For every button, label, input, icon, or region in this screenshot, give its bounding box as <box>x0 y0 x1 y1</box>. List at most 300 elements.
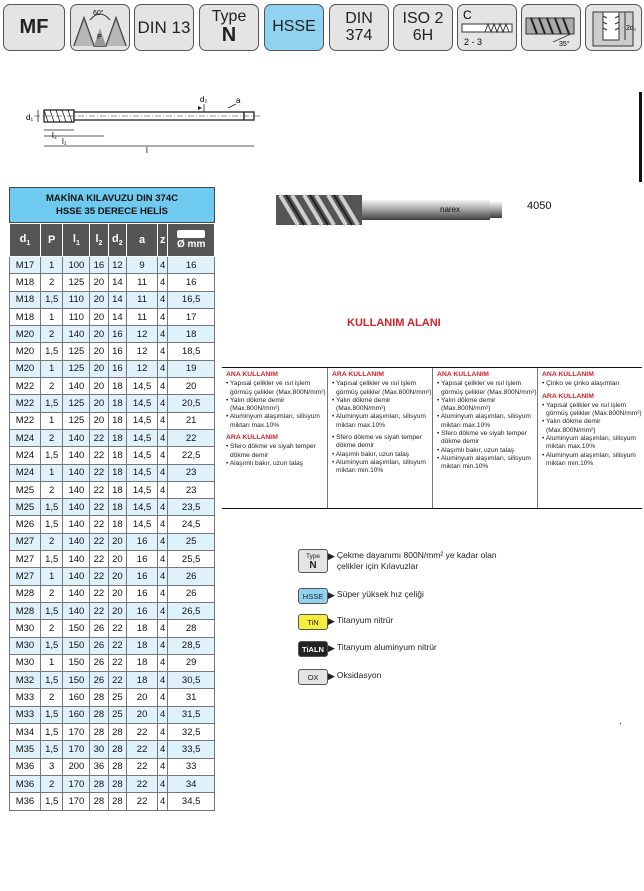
usage-column <box>432 368 537 508</box>
legend-item <box>298 669 497 685</box>
usage-heading: ANA KULLANIM <box>542 371 594 378</box>
table-cell: 1,5 <box>40 793 63 810</box>
table-cell: M22 <box>10 378 41 395</box>
table-cell: 1,5 <box>40 741 63 758</box>
table-cell: 33,5 <box>168 741 215 758</box>
table-cell: 16 <box>127 551 158 568</box>
table-cell: M33 <box>10 706 41 723</box>
table-cell: 2 <box>40 274 63 291</box>
arrow-icon: ▶ <box>328 643 335 653</box>
table-cell: M36 <box>10 775 41 792</box>
usage-item: • Aluminyum alaşımları, silisyum miktarı min.10% <box>437 454 531 471</box>
table-cell: 20 <box>90 291 108 308</box>
usage-item: • Sfero dökme ve siyah temper dökme demir <box>437 430 527 446</box>
usage-column <box>222 368 327 508</box>
table-cell: 4 <box>158 412 168 429</box>
table-cell: 20 <box>168 378 215 395</box>
usage-item: • Alaşımlı bakır, uzun talaş <box>332 450 410 458</box>
table-row <box>10 706 215 723</box>
table-cell: 4 <box>158 551 168 568</box>
table-cell: 125 <box>63 360 90 377</box>
table-cell: 18 <box>108 412 126 429</box>
table-cell: 4 <box>158 395 168 412</box>
table-cell: 140 <box>63 516 90 533</box>
table-cell: 22,5 <box>168 447 215 464</box>
table-cell: 16 <box>127 602 158 619</box>
table-cell: M34 <box>10 724 41 741</box>
table-cell: 140 <box>63 602 90 619</box>
table-cell: 4 <box>158 724 168 741</box>
table-cell: 1,5 <box>40 395 63 412</box>
table-cell: 4 <box>158 672 168 689</box>
table-cell: 16 <box>108 360 126 377</box>
table-cell: 150 <box>63 654 90 671</box>
table-cell: 200 <box>63 758 90 775</box>
table-cell: 22 <box>90 533 108 550</box>
table-cell: 110 <box>63 308 90 325</box>
legend-badge: TiALN <box>298 641 328 657</box>
table-cell: 20 <box>90 378 108 395</box>
table-cell: 26 <box>90 637 108 654</box>
a-label: a <box>236 96 241 105</box>
table-row <box>10 447 215 464</box>
arrow-icon: ▶ <box>328 590 335 600</box>
table-cell: M27 <box>10 568 41 585</box>
table-cell: M32 <box>10 672 41 689</box>
tap-product-image <box>270 192 520 226</box>
table-cell: 170 <box>63 793 90 810</box>
table-cell: 18 <box>108 499 126 516</box>
table-cell: 140 <box>63 429 90 446</box>
table-cell: 23,5 <box>168 499 215 516</box>
table-cell: M24 <box>10 464 41 481</box>
table-cell: 22 <box>108 654 126 671</box>
table-cell: 14,5 <box>127 481 158 498</box>
legend-item <box>298 549 497 573</box>
table-cell: M20 <box>10 326 41 343</box>
usage-heading: ANA KULLANIM <box>226 371 278 378</box>
spiral-flute-icon <box>523 6 579 50</box>
table-header-row <box>10 224 215 257</box>
table-cell: 1,5 <box>40 672 63 689</box>
table-row <box>10 533 215 550</box>
arrow-icon: ▶ <box>328 616 335 626</box>
table-header-cell: $d_1$ <box>10 224 41 257</box>
table-cell: 31 <box>168 689 215 706</box>
table-cell: 16 <box>168 274 215 291</box>
table-cell: 150 <box>63 620 90 637</box>
table-cell: 14,5 <box>127 429 158 446</box>
table-body <box>10 257 215 811</box>
table-row <box>10 326 215 343</box>
usage-heading: ANA KULLANIM <box>437 371 489 378</box>
product-code: 4050 <box>527 200 552 212</box>
table-cell: 1 <box>40 464 63 481</box>
table-header-cell: $l_1$ <box>63 224 90 257</box>
table-cell: 22 <box>90 464 108 481</box>
table-cell: 25,5 <box>168 551 215 568</box>
table-title-line1: MAKİNA KILAVUZU DIN 374C <box>46 193 178 204</box>
table-cell: 16 <box>127 568 158 585</box>
table-row <box>10 257 215 274</box>
table-header-cell: $d_2$ <box>108 224 126 257</box>
table-header-cell: P <box>40 224 63 257</box>
usage-item: • Yapısal çelikler ve ısıl işlem görmüş çelikler (Max.800N/mm²) <box>437 380 537 396</box>
table-header-cell: Ø mm <box>168 224 215 257</box>
table-cell: 11 <box>127 308 158 325</box>
table-cell: 1,5 <box>40 343 63 360</box>
table-row <box>10 378 215 395</box>
table-cell: 4 <box>158 274 168 291</box>
table-cell: 11 <box>127 291 158 308</box>
table-cell: 16 <box>127 533 158 550</box>
table-cell: 22 <box>168 429 215 446</box>
table-cell: 14 <box>108 291 126 308</box>
table-cell: 4 <box>158 585 168 602</box>
table-cell: 14,5 <box>127 447 158 464</box>
table-cell: 22 <box>108 620 126 637</box>
table-cell: 2 <box>40 620 63 637</box>
table-cell: 12 <box>108 257 126 274</box>
table-cell: 4 <box>158 654 168 671</box>
table-cell: 2 <box>40 429 63 446</box>
table-cell: 140 <box>63 447 90 464</box>
table-cell: M35 <box>10 741 41 758</box>
table-row <box>10 689 215 706</box>
table-row <box>10 395 215 412</box>
table-cell: 28 <box>108 724 126 741</box>
table-cell: M24 <box>10 447 41 464</box>
table-cell: 34,5 <box>168 793 215 810</box>
table-cell: 2 <box>40 689 63 706</box>
table-cell: 18 <box>168 326 215 343</box>
table-cell: 1 <box>40 308 63 325</box>
table-cell: 1,5 <box>40 706 63 723</box>
table-row <box>10 585 215 602</box>
usage-item: • Yalın dökme demir (Max.800N/mm²) <box>226 396 285 413</box>
table-cell: M27 <box>10 551 41 568</box>
table-row <box>10 516 215 533</box>
table-cell: 33 <box>168 758 215 775</box>
table-cell: 14 <box>108 308 126 325</box>
table-cell: 150 <box>63 637 90 654</box>
mf-label: MF <box>19 16 49 38</box>
table-cell: 34 <box>168 775 215 792</box>
iso-badge <box>393 4 453 51</box>
hsse-badge <box>264 4 324 51</box>
arrow-icon: ▶ <box>328 671 335 681</box>
table-cell: 28 <box>90 775 108 792</box>
table-cell: 4 <box>158 464 168 481</box>
table-cell: 1 <box>40 360 63 377</box>
table-cell: 140 <box>63 551 90 568</box>
table-cell: 9 <box>127 257 158 274</box>
table-row <box>10 291 215 308</box>
table-cell: 23 <box>168 464 215 481</box>
page-mark: . <box>619 716 622 727</box>
table-cell: 22 <box>127 758 158 775</box>
table-cell: 1,5 <box>40 637 63 654</box>
table-cell: M20 <box>10 343 41 360</box>
usage-item: • Aluminyum alaşımları, silisyum miktarı max.10% <box>542 435 636 451</box>
table-cell: 29 <box>168 654 215 671</box>
usage-item: • Yapısal çelikler ve ısıl işlem görmüş çelikler (Max.800N/mm²) <box>226 380 326 396</box>
table-cell: 24,5 <box>168 516 215 533</box>
table-cell: 18 <box>108 395 126 412</box>
table-row <box>10 741 215 758</box>
table-cell: 20 <box>127 706 158 723</box>
table-cell: 1,5 <box>40 499 63 516</box>
table-cell: M18 <box>10 274 41 291</box>
table-cell: 20 <box>127 689 158 706</box>
table-cell: 2 <box>40 775 63 792</box>
usage-heading: ARA KULLANIM <box>332 371 384 378</box>
table-cell: M24 <box>10 429 41 446</box>
table-cell: 25 <box>108 689 126 706</box>
table-cell: M36 <box>10 758 41 775</box>
table-cell: 28 <box>90 724 108 741</box>
arrow-icon: ▶ <box>328 551 335 561</box>
usage-column <box>327 368 432 508</box>
table-cell: M33 <box>10 689 41 706</box>
type-badge <box>199 4 259 51</box>
table-cell: 140 <box>63 464 90 481</box>
table-cell: 11 <box>127 274 158 291</box>
table-cell: 18 <box>108 516 126 533</box>
table-cell: 1,5 <box>40 291 63 308</box>
table-cell: 20 <box>108 585 126 602</box>
iso-line1: ISO 2 <box>402 9 444 27</box>
table-cell: 18 <box>108 447 126 464</box>
table-cell: 2 <box>40 326 63 343</box>
table-cell: 20 <box>90 343 108 360</box>
table-cell: 1 <box>40 257 63 274</box>
table-cell: M25 <box>10 499 41 516</box>
table-cell: 36 <box>90 758 108 775</box>
usage-item: • Aluminyum alaşımları, silisyum miktarı min.10% <box>332 458 426 475</box>
table-cell: 22 <box>127 793 158 810</box>
table-cell: 22 <box>90 585 108 602</box>
din374-badge <box>329 4 389 51</box>
thread-angle-badge <box>70 4 130 51</box>
table-cell: 1 <box>40 412 63 429</box>
table-cell: 4 <box>158 343 168 360</box>
tap-dimension-drawing <box>14 92 264 154</box>
legend-text: Titanyum nitrür <box>336 615 394 625</box>
table-row <box>10 654 215 671</box>
table-cell: 20 <box>108 568 126 585</box>
table-cell: 125 <box>63 395 90 412</box>
table-cell: 28 <box>90 689 108 706</box>
table-row <box>10 758 215 775</box>
table-cell: 18 <box>127 654 158 671</box>
d1-label: d₁ <box>26 113 34 122</box>
table-cell: 160 <box>63 706 90 723</box>
table-cell: M30 <box>10 637 41 654</box>
class-range: 2 - 3 <box>464 36 483 47</box>
table-cell: 140 <box>63 568 90 585</box>
table-cell: 14,5 <box>127 516 158 533</box>
table-row <box>10 724 215 741</box>
table-cell: 26,5 <box>168 602 215 619</box>
table-cell: 30,5 <box>168 672 215 689</box>
table-cell: 4 <box>158 568 168 585</box>
table-cell: 16 <box>108 343 126 360</box>
table-row <box>10 637 215 654</box>
table-cell: 4 <box>158 620 168 637</box>
table-cell: 20 <box>108 533 126 550</box>
table-cell: M26 <box>10 516 41 533</box>
table-cell: 4 <box>158 291 168 308</box>
table-cell: 20 <box>108 551 126 568</box>
hsse-label: HSSE <box>272 18 316 36</box>
table-cell: 22 <box>90 429 108 446</box>
table-cell: 140 <box>63 533 90 550</box>
table-cell: 4 <box>158 689 168 706</box>
table-cell: 18 <box>108 464 126 481</box>
table-header-cell: z <box>158 224 168 257</box>
table-cell: 140 <box>63 326 90 343</box>
usage-item: • Çinko ve çinko alaşımları <box>542 380 620 388</box>
table-cell: 14,5 <box>127 395 158 412</box>
table-cell: 4 <box>158 326 168 343</box>
table-cell: 17 <box>168 308 215 325</box>
d2-label: d₂ <box>200 95 208 104</box>
table-cell: 4 <box>158 378 168 395</box>
usage-item: • Yapısal çelikler ve ısıl işlem görmüş çelikler (Max.800N/mm²) <box>332 380 432 396</box>
table-cell: 20 <box>108 602 126 619</box>
table-cell: 22 <box>90 481 108 498</box>
table-cell: M28 <box>10 602 41 619</box>
usage-heading: ARA KULLANIM <box>226 434 278 442</box>
table-row <box>10 464 215 481</box>
table-cell: 1 <box>40 654 63 671</box>
table-cell: 20 <box>90 308 108 325</box>
table-cell: M28 <box>10 585 41 602</box>
usage-item: • Yalın dökme demir (Max.800N/mm²) <box>437 396 496 413</box>
table-cell: 22 <box>108 672 126 689</box>
table-cell: 4 <box>158 775 168 792</box>
thread-profile-icon <box>72 6 128 50</box>
table-cell: 25 <box>168 533 215 550</box>
legend-text: Süper yüksek hız çeliği <box>336 589 424 599</box>
table-cell: 160 <box>63 689 90 706</box>
table-cell: 20 <box>90 360 108 377</box>
table-header-cell: $l_2$ <box>90 224 108 257</box>
spec-table <box>9 223 215 811</box>
table-cell: 22 <box>90 516 108 533</box>
table-cell: 22 <box>90 602 108 619</box>
table-cell: 22 <box>90 447 108 464</box>
class-letter: C <box>463 7 472 22</box>
table-cell: 18,5 <box>168 343 215 360</box>
table-cell: 110 <box>63 291 90 308</box>
table-cell: M25 <box>10 481 41 498</box>
table-cell: 16 <box>127 585 158 602</box>
table-cell: 28 <box>108 775 126 792</box>
table-cell: 20 <box>90 395 108 412</box>
table-cell: 2 <box>40 533 63 550</box>
legend-text: Çekme dayanımı 800N/mm² ye kadar olan çelikler için Kılavuzlar <box>336 550 497 571</box>
table-cell: 125 <box>63 274 90 291</box>
chamfer-icon <box>459 6 515 50</box>
table-row <box>10 412 215 429</box>
legend-text: Titanyum aluminyum nitrür <box>336 642 437 652</box>
usage-item: • Sfero dökme ve siyah temper dökme demir <box>332 434 422 450</box>
table-row <box>10 672 215 689</box>
legend-item <box>298 588 497 604</box>
angle-label: 60° <box>93 9 104 17</box>
table-cell: 170 <box>63 724 90 741</box>
table-cell: 4 <box>158 533 168 550</box>
usage-item: • Alaşımlı bakır, uzun talaş <box>437 446 515 454</box>
table-cell: 23 <box>168 481 215 498</box>
table-row <box>10 775 215 792</box>
table-cell: M20 <box>10 360 41 377</box>
table-cell: 28 <box>90 793 108 810</box>
table-cell: 2 <box>40 585 63 602</box>
usage-item: • Yalın dökme demir (Max.800N/mm²) <box>332 396 391 413</box>
table-cell: 125 <box>63 343 90 360</box>
table-cell: 18 <box>108 429 126 446</box>
table-cell: 14,5 <box>127 499 158 516</box>
table-cell: 26 <box>168 585 215 602</box>
table-cell: 30 <box>90 741 108 758</box>
table-header-cell: a <box>127 224 158 257</box>
table-cell: M22 <box>10 395 41 412</box>
table-cell: 170 <box>63 741 90 758</box>
table-row <box>10 274 215 291</box>
iso-line2: 6H <box>412 26 434 44</box>
table-row <box>10 429 215 446</box>
table-cell: 4 <box>158 706 168 723</box>
table-cell: 125 <box>63 412 90 429</box>
table-cell: 18 <box>108 481 126 498</box>
type-label: Type <box>211 7 247 25</box>
table-cell: 3 <box>40 758 63 775</box>
table-cell: 170 <box>63 775 90 792</box>
table-cell: 150 <box>63 672 90 689</box>
table-cell: 28,5 <box>168 637 215 654</box>
table-cell: 14,5 <box>127 412 158 429</box>
l2-label: l₂ <box>52 131 57 140</box>
table-cell: 22 <box>127 724 158 741</box>
usage-item: • Aluminyum alaşımları, silisyum miktarı max.10% <box>437 413 531 429</box>
table-cell: 1,5 <box>40 447 63 464</box>
usage-item: • Aluminyum alaşımları, silisyum miktarı min.10% <box>542 451 636 467</box>
table-cell: 140 <box>63 378 90 395</box>
table-cell: 18 <box>127 672 158 689</box>
legend-badge: OX <box>298 669 328 685</box>
legend-badge: TiN <box>298 614 328 630</box>
thread-depth-badge <box>585 4 642 51</box>
table-cell: 12 <box>127 360 158 377</box>
table-cell: 2 <box>40 378 63 395</box>
table-title <box>9 187 215 223</box>
table-cell: 16 <box>168 257 215 274</box>
din374-line2: 374 <box>345 26 373 44</box>
table-cell: 26 <box>168 568 215 585</box>
table-cell: 12 <box>127 343 158 360</box>
table-cell: 16,5 <box>168 291 215 308</box>
table-cell: M17 <box>10 257 41 274</box>
table-cell: 28 <box>168 620 215 637</box>
l-label: l <box>146 146 148 154</box>
table-cell: 1,5 <box>40 724 63 741</box>
table-cell: 4 <box>158 360 168 377</box>
table-cell: 22 <box>90 568 108 585</box>
spiral-flute-badge <box>521 4 581 51</box>
